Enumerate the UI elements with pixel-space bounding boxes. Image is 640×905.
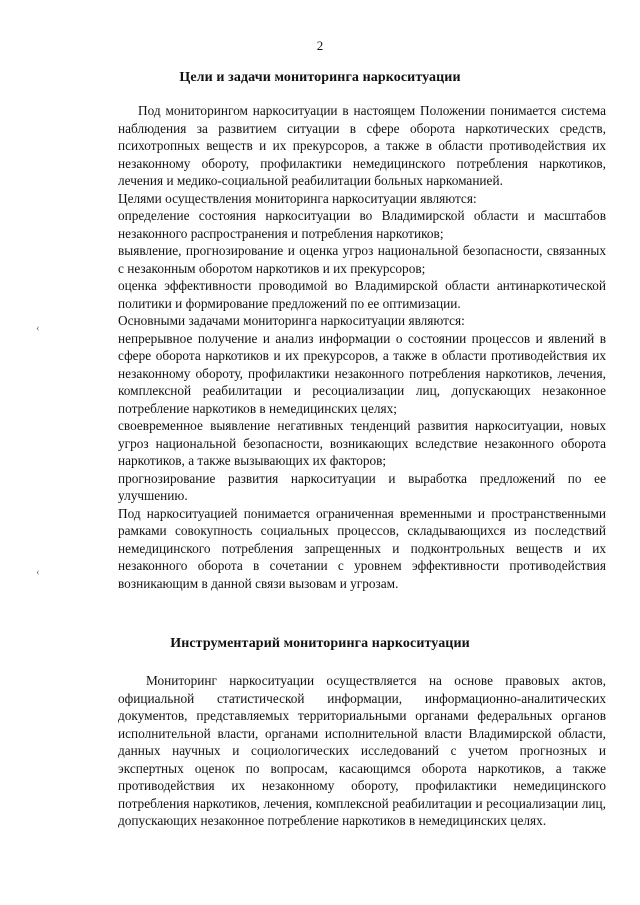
paragraph-tasks-intro: Основными задачами мониторинга наркоситуации являются: bbox=[118, 313, 465, 328]
margin-mark: ‹ bbox=[36, 566, 40, 578]
list-item-task: своевременное выявление негативных тенденций развития наркоситуации, новых угроз национальной безопасности, возникающих вследствие незаконного оборота наркотиков, а также вызывающих их факторов; bbox=[118, 418, 606, 468]
paragraph-monitoring-basis: Мониторинг наркоситуации осуществляется на основе правовых актов, официальной статистической информации, информационно-аналитических документов, представляемых территориальными органами федеральных органов исполнительной власти, органами исполнительной власти Владимирской области, данных научных и социологических исследований с учетом прогнозных и экспертных оценок по вопросам, касающимся оборота наркотиков, а также противодействия их незаконному обороту, профилактики немедицинского потребления наркотиков, лечения, комплексной реабилитации и ресоциализации лиц, допускающих незаконное потребление наркотиков в немедицинских целях. bbox=[118, 673, 606, 828]
section-heading-tools: Инструментарий мониторинга наркоситуации bbox=[170, 636, 470, 651]
margin-mark: ‹ bbox=[36, 322, 40, 334]
section-heading-goals: Цели и задачи мониторинга наркоситуации bbox=[179, 70, 461, 85]
paragraph-goals-intro: Целями осуществления мониторинга наркоситуации являются: bbox=[118, 190, 477, 206]
list-item-task: непрерывное получение и анализ информации о состоянии процессов и явлений в сфере оборота наркотиков и их прекурсоров, а также в области противодействия их незаконному обороту, профилактики незаконного потребления наркотиков, лечения, комплексной реабилитации и ресоциализации лиц, допускающих незаконное потребление наркотиков в немедицинских целях; bbox=[118, 330, 606, 416]
list-item-goal: определение состояния наркоситуации во Владимирской области и масштабов незаконного распространения и потребления наркотиков; bbox=[118, 208, 606, 241]
section-body-tools bbox=[118, 672, 606, 830]
paragraph-definition: Под мониторингом наркоситуации в настоящем Положении понимается система наблюдения за развитием ситуации в сфере оборота наркотических средств, психотропных веществ и их прекурсоров, а также в области противодействия их незаконному обороту, профилактики немедицинского потребления наркотиков, лечения и медико-социальной реабилитации больных наркоманией. bbox=[118, 103, 606, 188]
page-number: 2 bbox=[316, 38, 324, 53]
section-body-goals bbox=[118, 102, 606, 592]
paragraph-drug-situation-definition: Под наркоситуацией понимается ограниченная временными и пространственными рамками совокупность социальных процессов, складывающихся из последствий немедицинского потребления запрещенных и подконтрольных веществ и их незаконного оборота в сочетании с уровнем эффективности противодействия возникающим в данной связи вызовам и угрозам. bbox=[118, 505, 606, 591]
list-item-goal: оценка эффективности проводимой во Владимирской области антинаркотической политики и формирование предложений по ее оптимизации. bbox=[118, 278, 606, 311]
list-item-goal: выявление, прогнозирование и оценка угроз национальной безопасности, связанных с незаконным оборотом наркотиков и их прекурсоров; bbox=[118, 243, 606, 276]
list-item-task: прогнозирование развития наркоситуации и выработка предложений по ее улучшению. bbox=[118, 470, 606, 503]
